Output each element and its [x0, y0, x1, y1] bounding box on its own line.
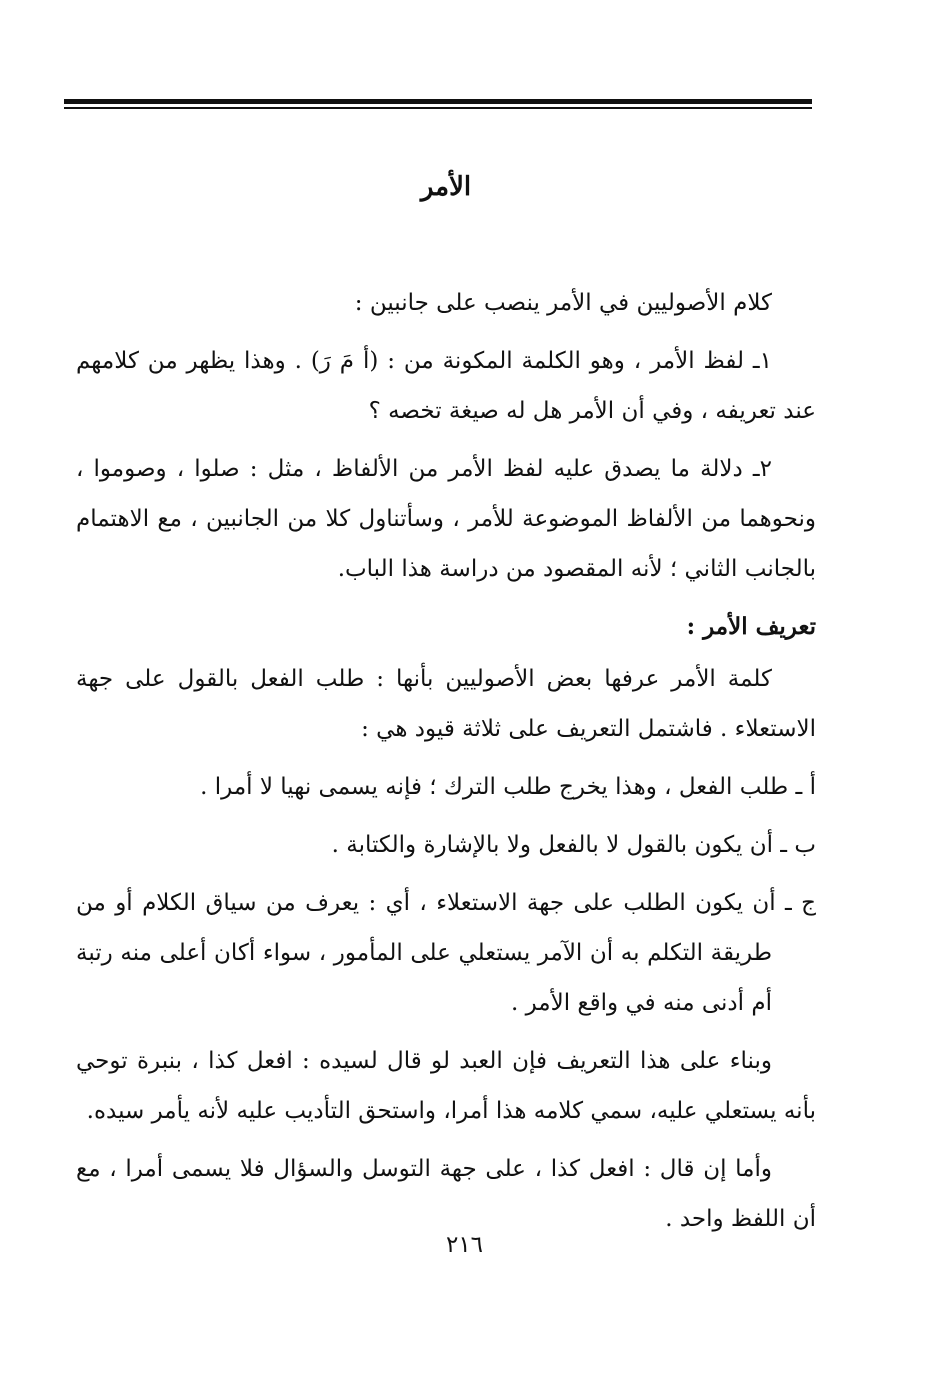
header-rule-thin — [64, 107, 812, 109]
page-body — [76, 160, 816, 1252]
example-paragraph-1: وبناء على هذا التعريف فإن العبد لو قال لسيده : افعل كذا ، بنبرة توحي بأنه يستعلي عليه، سمي كلامه هذا أمرا، واستحق التأديب عليه لأنه يأمر سيده. — [76, 1048, 816, 1124]
section-heading: تعريف الأمر : — [686, 613, 816, 640]
page-number: ٢١٦ — [445, 1232, 484, 1258]
constraint-item-c: ج ـ أن يكون الطلب على جهة الاستعلاء ، أي : يعرف من سياق الكلام أو من طريقة التكلم به أن الآمر يستعلي على المأمور ، سواء أكان أعلى منه رتبة أم أدنى منه في واقع الأمر . — [76, 890, 816, 1016]
point-1-paragraph: ١ـ لفظ الأمر ، وهو الكلمة المكونة من : (أ مَ رَ) . وهذا يظهر من كلامهم عند تعريفه ، وفي أن الأمر هل له صيغة تخصه ؟ — [76, 348, 816, 424]
intro-paragraph: كلام الأصوليين في الأمر ينصب على جانبين : — [354, 290, 772, 316]
point-2-paragraph: ٢ـ دلالة ما يصدق عليه لفظ الأمر من الألفاظ ، مثل : صلوا ، وصوموا ، ونحوهما من الألفاظ الموضوعة للأمر ، وسأتناول كلا من الجانبين ، مع الاهتمام بالجانب الثاني ؛ لأنه المقصود من دراسة هذا الباب. — [76, 456, 816, 582]
constraint-item-a: أ ـ طلب الفعل ، وهذا يخرج طلب الترك ؛ فإنه يسمى نهيا لا أمرا . — [200, 774, 816, 800]
constraint-item-b: ب ـ أن يكون بالقول لا بالفعل ولا بالإشارة والكتابة . — [331, 832, 816, 858]
example-paragraph-2: وأما إن قال : افعل كذا ، على جهة التوسل والسؤال فلا يسمى أمرا ، مع أن اللفظ واحد . — [76, 1156, 816, 1232]
page-title: الأمر — [420, 172, 472, 202]
definition-paragraph: كلمة الأمر عرفها بعض الأصوليين بأنها : طلب الفعل بالقول على جهة الاستعلاء . فاشتمل التعريف على ثلاثة قيود هي : — [76, 666, 816, 742]
header-rule-thick — [64, 99, 812, 104]
